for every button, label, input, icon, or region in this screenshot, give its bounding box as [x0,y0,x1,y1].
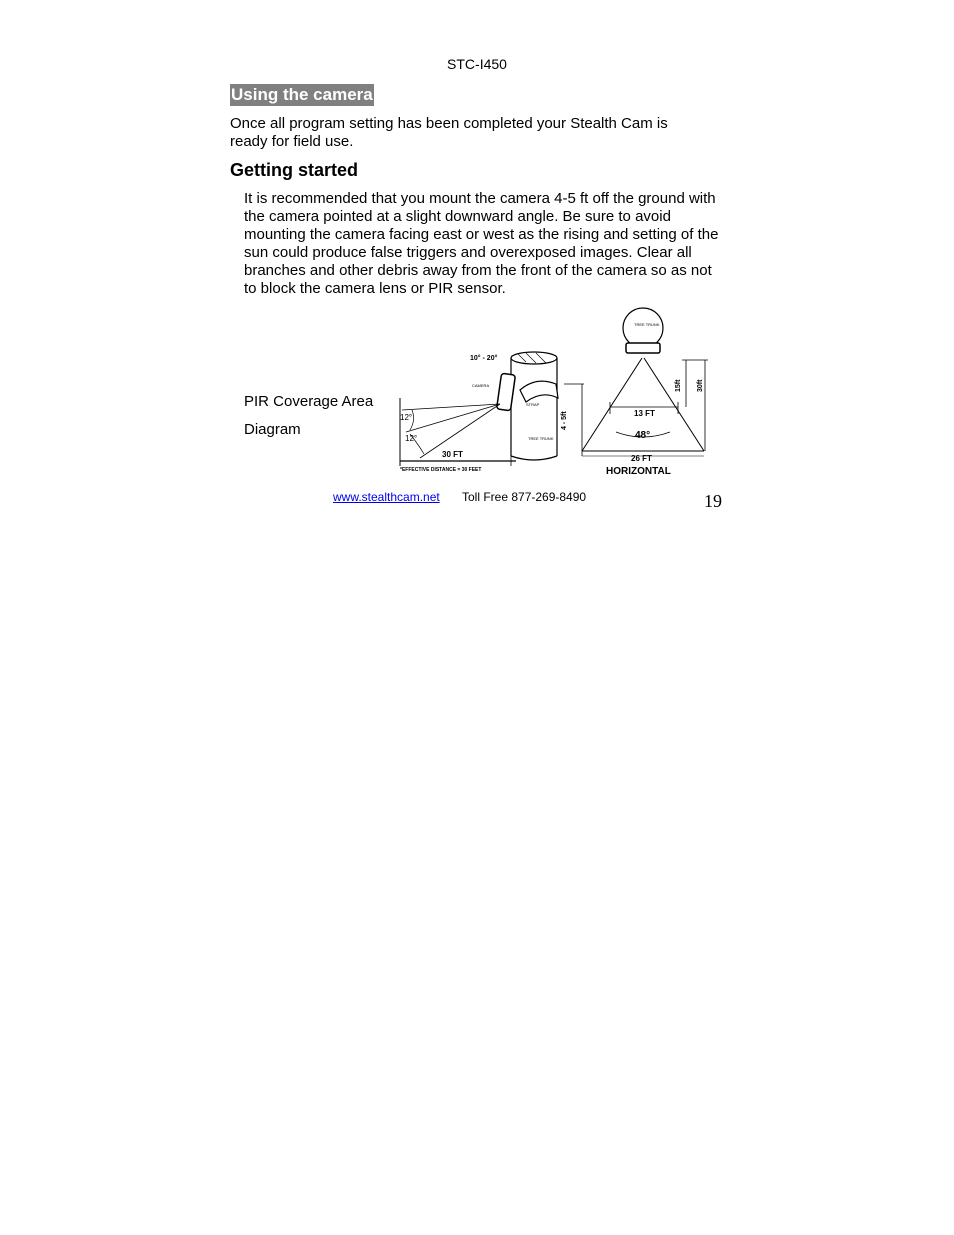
website-link[interactable]: www.stealthcam.net [333,490,440,504]
far-width-label: 26 FT [631,454,652,463]
tree-trunk-label: TREE TRUNK [528,436,554,441]
detection-line-upper [402,404,500,410]
detection-line-middle [406,404,500,432]
angle-upper-label: 12° [400,413,413,422]
camera-label: CAMERA [472,383,490,388]
strap-label: STRAP [526,402,540,407]
view-label: HORIZONTAL [606,466,671,477]
distance-label: 30 FT [442,450,463,459]
pir-coverage-diagram [396,306,708,478]
page-number: 19 [704,491,722,511]
height-label: 4 - 5ft [561,411,568,430]
diagram-caption-line1: PIR Coverage Area [244,393,374,410]
angle-lower-label: 12° [405,434,418,443]
far-depth-label: 30ft [697,379,704,392]
model-number: STC-I450 [447,56,507,72]
tree-trunk-top [623,308,663,348]
camera-side [497,373,516,411]
top-tree-label: TREE TRUNK [634,322,660,327]
fov-right-line [644,358,704,451]
angle-range-label: 10° - 20° [470,355,498,362]
fov-left-line [582,358,642,451]
toll-free-number: Toll Free 877-269-8490 [462,490,587,504]
intro-paragraph: Once all program setting has been completed your Stealth Cam is ready for field use. [230,115,668,150]
subsection-heading: Getting started [230,160,359,180]
camera-top [626,343,660,353]
near-depth-label: 15ft [675,379,682,392]
section-heading: Using the camera [231,85,373,104]
strap-shape [520,381,558,402]
effective-distance-label: *EFFECTIVE DISTANCE = 30 FEET [400,467,482,473]
fov-angle-label: 48° [635,430,651,441]
near-width-label: 13 FT [634,409,655,418]
diagram-caption-line2: Diagram [244,421,301,438]
mounting-instructions: It is recommended that you mount the camera 4-5 ft off the ground with the camera pointed at a slight downward angle. Be sure to avoid mounting the camera facing east or west as the rising and setting of the sun could produce false triggers and overexposed images. Clear all branches and other debris away from the front of the camera so as not to block the camera lens or PIR sensor. [244,190,719,297]
